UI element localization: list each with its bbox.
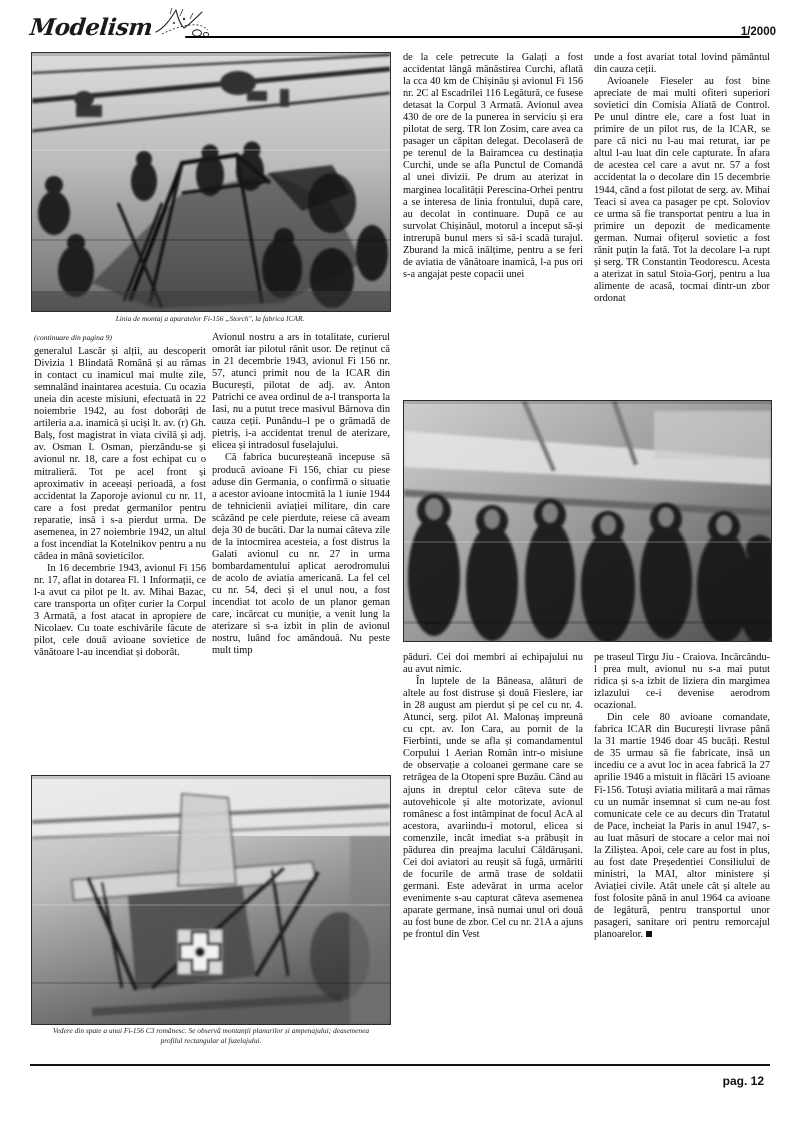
column-3-top <box>403 52 583 281</box>
column-3-bottom <box>403 652 583 941</box>
c1-paragraph-1: generalul Lascăr și alții, au descoperit Divizia 1 Blindată Română și au rămas in contact cu inamicul mai multe zile, semnalând inaintarea acestuia. Cu ocazia uneia din aceste misiuni, efectuată in 22 noiembrie 1942, au fost doborâți de artileria a.a. inamică și uciși lt. av. (r) Gh. Balș, fost magistrat in viata civilă și adj. av. Osman I. Osman, pierzându-se și avionul nr. 18, care a fost echipat cu o mitralieră. Tot pe acel front și aproximativ in aceeași perioadă, a fost accidentat la Zaporoje avionul cu nr. 11, care a fost predat germanilor pentru reparatie, insă i s-a pierdut urma. De asemenea, in 27 noiembrie 1942, un altul a fost incendiat la Kotelnikov pentru a nu cădea in mână sovieticilor. <box>34 346 206 562</box>
masthead <box>0 0 800 48</box>
photo-assembly-line-image <box>32 53 390 311</box>
continuation-note: (continuare din pagina 9) <box>34 333 112 342</box>
c4-paragraph-1: unde a fost avariat total lovind pământul din cauza ceții. <box>594 52 770 76</box>
c1-paragraph-2: In 16 decembrie 1943, avionul Fi 156 nr. 17, aflat in dotarea Fl. 1 Informații, ce l-a avut ca pilot pe lt. av. Mihai Bazac, care transporta un ofițer curier la Corpul 3 Armată, a fost atacat in apropiere de Nicolaev. Cu toate eschivările făcute de pilot, cele două avioane sovietice de vânătoare l-au incendiat și doborât. <box>34 562 206 659</box>
column-2 <box>212 332 390 657</box>
issue-number: 1/2000 <box>740 26 776 38</box>
c4b-paragraph-1: pe traseul Tirgu Jiu - Craiova. Incărcându-l prea mult, avionul nu s-a mai putut ridica și s-a izbit de liziera din margimea izlazului ce-i devenise aerodrom ocazional. <box>594 652 770 712</box>
magazine-logo: Modelism <box>28 14 154 41</box>
logo-flourish-icon <box>150 6 220 40</box>
column-4-bottom <box>594 652 770 941</box>
column-1 <box>34 332 206 659</box>
photo-assembly-line <box>31 52 391 312</box>
photo-group-right <box>403 400 772 642</box>
column-4-top <box>594 52 770 305</box>
c3b-paragraph-1: păduri. Cei doi membri ai echipajului nu au avut nimic. <box>403 652 583 676</box>
c4b-paragraph-2 <box>594 712 770 941</box>
end-of-article-mark <box>646 931 652 937</box>
c3b-paragraph-2: În luptele de la Băneasa, alături de altele au fost distruse și două Fieslere, iar in 28 august am pierdut și pe cel cu nr. 4. Atunci, serg. pilot Al. Malonaș impreună cu cpt. av. Ion Cara, au pornit de la Fierbinti, unde se afla și comandamentul Corpului 1 Aerian Român intr-o misiune de observație a coloanei germane care se retrăgea de la Otopeni spre Buzău. Când au ajuns in dreptul celor câteva sute de autovehicole și alte motorizate, avionul românesc a fost intâmpinat de focul AcA al acestora, avariindu-i motorul, elicea si comenzile, incât imediat s-a prăbușit in pădurea din preajma lacului Căldărușani. Cei doi aviatori au reușit să fugă, urmăriti de focurile de armă trase de soldatii germani. Este adevărat in urma acelor evenimente s-au capturat câteva asemenea aparate germane, insă numai unul ori două au fost bune de zbor. Cel cu nr. 21A a ajuns pe frontul din Vest <box>403 676 583 941</box>
c2-paragraph-2: Că fabrica bucureșteană incepuse să producă avioane Fi 156, chiar cu piese aduse din Germania, o confirmă o situatie a acestor avioane intocmită la 1 iunie 1944 de tehnicienii aviației militare, din care scăzând pe cele pierdute, reiese că aveam deja 30 de bucăti. Dar la numai câteva zile de la intocmirea acesteia, a fost distrus la Galati avionul cu nr. 27 in urma bombardamentului aplicat aerodromului de acolo de aviatia americană. La fel cel cu nr. 54, deci și el unul nou, a fost incendiat tot acolo de un planor geman care, incărcat cu muniție, a venit lung la aterizare si s-a izbit in plin de avionul nostru, luând foc amândouă. Nu peste mult timp <box>212 452 390 657</box>
masthead-rule <box>185 36 750 38</box>
photo-wreck-lower-left-image <box>32 776 390 1024</box>
page-number: pag. 12 <box>722 1074 764 1088</box>
footer-rule <box>30 1064 770 1066</box>
photo-wreck-lower-left-caption: Vedere din spate a unui Fi-156 C3 românesc. Se observă montanții planurilor și ampenajului; deasemenea profilul rectangular al fuzelajului. <box>52 1026 370 1045</box>
c4b-paragraph-2-text: Din cele 80 avioane comandate, fabrica ICAR din București livrase până la 31 martie 1946 doar 45 bucăți. Restul de 35 urmau să fie fabricate, insă un incediu ce a avut loc in acea fabrică la 27 aprilie 1946 a mistuit in flăcări 15 avioane Fi-156. Totuși aviatia militară a mai rămas cu un număr insemnat si cum ne-au fost comunicate cele ce au decurs din Tratatul de Pace, incheiat la Paris in anul 1947, s-au luat măsuri de stocare a celor mai noi la Ziliștea. Apoi, cele care au fost in plus, au fost date Președentiei Consiliului de ministri, la MAI, altor ministere și Aviației civile. Atât unele cât și altele au fost folosite până in anul 1964 ca avioane de legătură, pentru transportul unor pasageri, sanitare ori pentru remorcajul planoarelor. <box>594 712 770 941</box>
c3-paragraph-1: de la cele petrecute la Galați a fost accidentat lângă mănăstirea Curchi, aflată la cca 40 km de Chișinău și avionul Fi 156 nr. 2C al Escadrilei 116 Legătură, ce fusese detasat la Corpul 3 Armată. Avionul avea 430 de ore de la punerea in serviciu și era pilotat de serg. TR lon Zosim, care avea ca pasager un căpitan delegat. Decolaseră de pe terenul de la Bairamcea cu destinația Curchi, unde se afla Punctul de Comandă al unei divizii. Pe drum au aterizat in marginea localității Perescina-Orhei pentru a se interesa de linia frontului, după care, au decolat in continuare. După ce au survolat Chișinăul, motorul a inceput să-și intrerupă bunul mers si să-i scadă turajul. Zburand la mică inălțime, pentru a se feri de aviatia de vânătoare inamică, l-a pus ori s-a angajat peste copacii unei <box>403 52 583 280</box>
c4-paragraph-2: Avioanele Fieseler au fost bine apreciate de mai multi ofiteri superiori sovietici din Comisia Aliată de Control. Pe unul dintre ele, care a fost luat in primire de un pilot rus, de la ICAR, se pare că nici nu l-au mai returat, iar pe altul l-au luat din cele capturate. În afara de acestea cel care a avut nr. 57 a fost accidentat la o decolare din 15 decembrie 1944, când a fost pilotat de serg. av. Mihai Teaci si avea ca pasager pe cpt. Soloviov ce urma să fie transportat pentru a lua in primire un depozit de medicamente german. Numai ofițerul sovietic a fost rănit puțin la fată. Tot la decolare l-a rupt și serg. TR Constantin Teodorescu. Acesta a aterizat in satul Stoia-Gorj, pentru a lua alimente de acasă, tocmai dintr-un zbor ordonat <box>594 76 770 304</box>
photo-wreck-lower-left <box>31 775 391 1025</box>
photo-assembly-line-caption: Linia de montaj a aparatelor Fi-156 „Storch", la fabrica ICAR. <box>115 314 305 323</box>
c2-paragraph-1: Avionul nostru a ars in totalitate, curierul omorât iar pilotul rănit usor. De reținut că in 21 decembrie 1943, avionul Fi 156 nr. 57, atunci primit nou de la ICAR din București, pilotat de adj. av. Anton Patrichi ce avea ordinul de a-l transporta la Iasi, nu a putut trece masivul Bârnova din cauza ceții. Punându–l pe o grămadă de pietriș, i-a accidentat trenul de aterizare, elicea și intradosul fuselajului. <box>212 332 390 452</box>
photo-group-right-image <box>404 401 771 641</box>
